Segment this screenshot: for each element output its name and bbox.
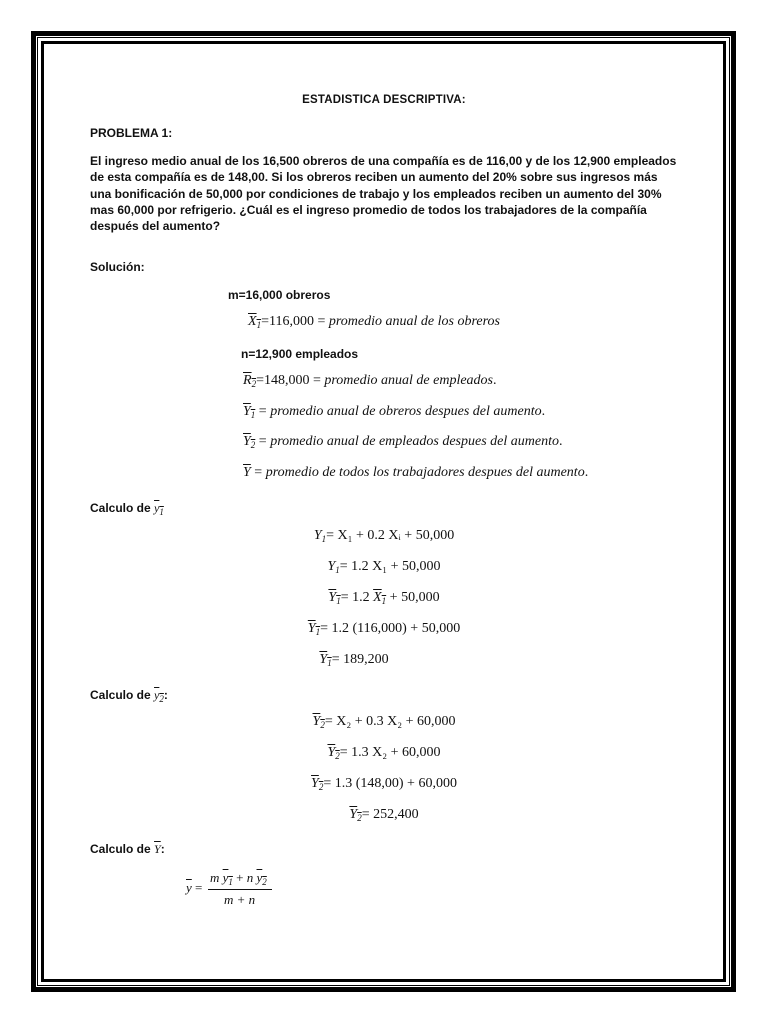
calc-y1-line3: $Y_1= 1.2$ $X_1 + 50,000$ (328, 590, 440, 606)
calc-y2-result: $Y_2= 252,400$ (349, 807, 419, 823)
calc-y1-result: $Y_1= 189,200$ (319, 652, 389, 668)
problem-label: PROBLEMA 1: (90, 126, 173, 140)
calc-y2-line1: $Y_2= X_2 + 0.3$ X₂ + 60,000 (312, 714, 456, 730)
calc-y1-line1: $Y_1= X_1 + 0.2$ Xᵢ + 50,000 (313, 528, 455, 544)
n-definition: n=12,900 empleados (241, 347, 359, 361)
document-title: ESTADISTICA DESCRIPTIVA: (302, 94, 466, 106)
m-definition: m=16,000 obreros (228, 288, 331, 302)
y-definition: $\overline{Y}$ = promedio de todos los trabajadores despues del aumento. (243, 465, 589, 480)
r2-definition: $R_2=148,000$ = promedio anual de empleados. (243, 373, 497, 389)
y2-definition: $Y_2$ = promedio anual de empleados despues del aumento. (243, 434, 563, 450)
solution-label: Solución: (90, 260, 145, 274)
calc-y1-line2: $Y_1= 1.2$ X₁ + 50,000 (327, 559, 441, 575)
calc-y1-line4: $Y_1= 1.2$ (116,000) + 50,000 (307, 621, 461, 637)
problem-statement: El ingreso medio anual de los 16,500 obreros de una compañía es de 116,00 y de los 12,900 empleados de esta compañía es de 148,00. Si los obreros reciben un aumento del 20% sobre sus ingresos más una bonificación de 50,000 por condiciones de trabajo y los empleados reciben un aumento del 30% mas 60,000 por refrigerio. ¿Cuál es el ingreso promedio de todos los trabajadores de la compañía después del aumento? (90, 154, 677, 234)
y1-definition: $Y_1$ = promedio anual de obreros despues del aumento. (243, 404, 546, 420)
x1-definition: $X_1=116,000$ = promedio anual de los obreros (248, 314, 500, 330)
calc-y1-heading: Calculo de $y_1$ (90, 501, 164, 517)
calc-y2-line2: $Y_2= 1.3$ X₂ + 60,000 (327, 745, 441, 761)
calc-y2-heading: Calculo de $y_2$: (90, 688, 168, 704)
calc-y-heading: Calculo de $\overline{Y}$: (90, 842, 165, 856)
calc-y2-line3: $Y_2= 1.3$ (148,00) + 60,000 (311, 776, 457, 792)
